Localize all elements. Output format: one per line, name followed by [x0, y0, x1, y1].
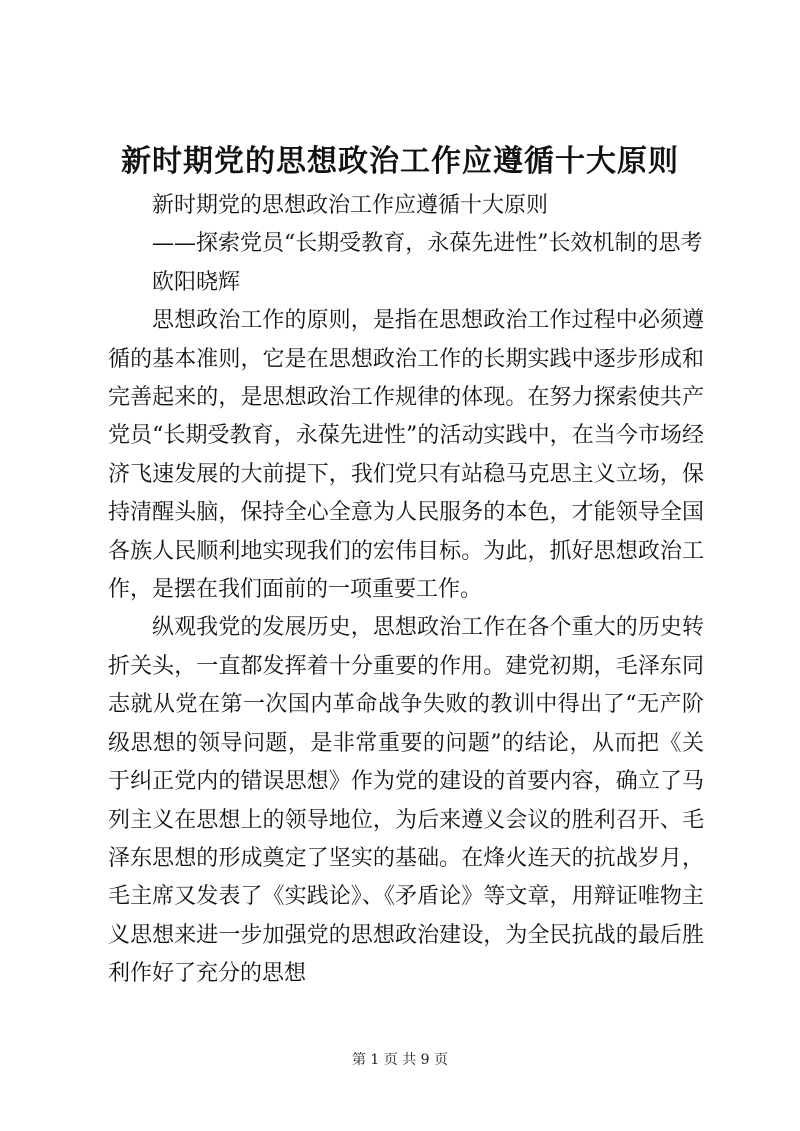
document-subtitle: 新时期党的思想政治工作应遵循十大原则: [152, 193, 549, 218]
body-paragraph-1: 思想政治工作的原则，是指在思想政治工作过程中必须遵循的基本准则，它是在思想政治工作的长期实践中逐步形成和完善起来的，是思想政治工作规律的体现。在努力探索使共产党员“长期受教育，永葆先进性”的活动实践中，在当今市场经济飞速发展的大前提下，我们党只有站稳马克思主义立场，保持清醒头脑，保持全心全意为人民服务的本色，才能领导全国各族人民顺利地实现我们的宏伟目标。为此，抓好思想政治工作，是摆在我们面前的一项重要工作。: [108, 308, 704, 603]
body-paragraph-2: 纵观我党的发展历史，思想政治工作在各个重大的历史转折关头，一直都发挥着十分重要的作用。建党初期，毛泽东同志就从党在第一次国内革命战争失败的教训中得出了“无产阶级思想的领导问题，是非常重要的问题”的结论，从而把《关于纠正党内的错误思想》作为党的建设的首要内容，确立了马列主义在思想上的领导地位，为后来遵义会议的胜利召开、毛泽东思想的形成奠定了坚实的基础。在烽火连天的抗战岁月，毛主席又发表了《实践论》、《矛盾论》等文章，用辩证唯物主义思想来进一步加强党的思想政治建设，为全民抗战的最后胜利作好了充分的思想: [108, 615, 704, 987]
page-number-footer: 第 1 页 共 9 页: [351, 1052, 449, 1068]
document-author: 欧阳晓辉: [152, 269, 241, 295]
document-body: [108, 187, 704, 994]
document-tagline: ——探索党员“长期受教育，永葆先进性”长效机制的思考: [152, 231, 703, 257]
document-title: 新时期党的思想政治工作应遵循十大原则: [121, 144, 679, 179]
